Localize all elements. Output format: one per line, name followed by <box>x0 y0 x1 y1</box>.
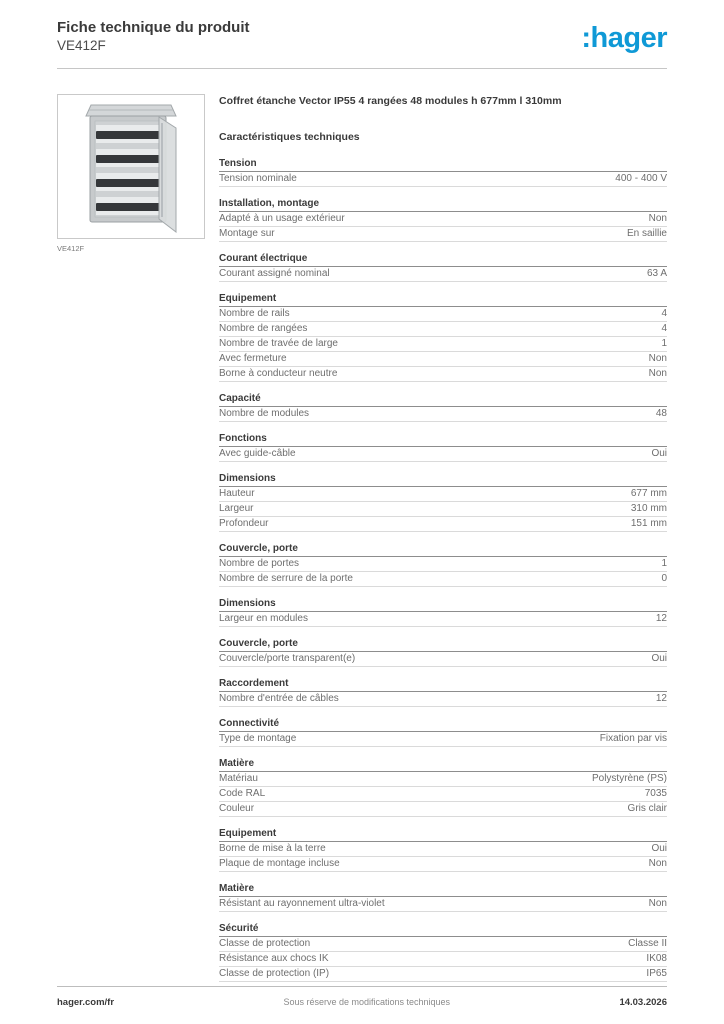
spec-label: Classe de protection <box>219 938 311 949</box>
spec-value: Oui <box>651 448 667 459</box>
spec-row <box>219 937 667 952</box>
spec-label: Nombre de portes <box>219 558 300 569</box>
spec-rows <box>219 652 667 667</box>
spec-row <box>219 772 667 787</box>
spec-value: En saillie <box>626 228 667 239</box>
spec-section-title: Equipement <box>219 827 667 842</box>
spec-section-title: Couvercle, porte <box>219 637 667 652</box>
spec-rows <box>219 172 667 187</box>
spec-row <box>219 732 667 747</box>
spec-section <box>219 472 667 532</box>
spec-value: Fixation par vis <box>599 733 667 744</box>
spec-label: Matériau <box>219 773 258 784</box>
spec-value: IP65 <box>646 968 667 979</box>
spec-value: 48 <box>655 408 667 419</box>
spec-rows <box>219 612 667 627</box>
spec-label: Nombre de serrure de la porte <box>219 573 353 584</box>
spec-section <box>219 757 667 817</box>
spec-value: Polystyrène (PS) <box>591 773 667 784</box>
product-reference: VE412F <box>57 38 106 53</box>
spec-rows <box>219 897 667 912</box>
spec-section <box>219 157 667 187</box>
spec-section <box>219 677 667 707</box>
spec-rows <box>219 937 667 982</box>
spec-label: Profondeur <box>219 518 269 529</box>
spec-value: Gris clair <box>627 803 667 814</box>
product-image <box>79 101 183 233</box>
spec-row <box>219 337 667 352</box>
footer-date: 14.03.2026 <box>619 997 667 1008</box>
spec-label: Nombre de rails <box>219 308 290 319</box>
spec-row <box>219 502 667 517</box>
page-footer <box>57 986 667 1008</box>
spec-value: Classe II <box>628 938 667 949</box>
spec-rows <box>219 772 667 817</box>
spec-row <box>219 487 667 502</box>
spec-row <box>219 322 667 337</box>
footer-disclaimer: Sous réserve de modifications techniques <box>283 997 451 1007</box>
spec-value: 4 <box>661 308 667 319</box>
spec-value: 12 <box>655 613 667 624</box>
spec-rows <box>219 487 667 532</box>
spec-row <box>219 212 667 227</box>
spec-label: Montage sur <box>219 228 275 239</box>
spec-row <box>219 967 667 982</box>
spec-label: Nombre de rangées <box>219 323 308 334</box>
spec-value: Non <box>648 213 667 224</box>
spec-value: 400 - 400 V <box>615 173 667 184</box>
spec-label: Type de montage <box>219 733 297 744</box>
spec-value: 310 mm <box>630 503 667 514</box>
spec-label: Résistant au rayonnement ultra-violet <box>219 898 385 909</box>
main-content <box>57 94 667 982</box>
spec-section <box>219 252 667 282</box>
spec-value: Non <box>648 858 667 869</box>
spec-section-title: Connectivité <box>219 717 667 732</box>
spec-value: Non <box>648 898 667 909</box>
spec-row <box>219 857 667 872</box>
spec-rows <box>219 842 667 872</box>
spec-label: Nombre de modules <box>219 408 310 419</box>
spec-row <box>219 692 667 707</box>
spec-value: 151 mm <box>630 518 667 529</box>
spec-row <box>219 952 667 967</box>
spec-row <box>219 652 667 667</box>
spec-section <box>219 432 667 462</box>
spec-row <box>219 612 667 627</box>
spec-label: Avec guide-câble <box>219 448 296 459</box>
spec-section <box>219 392 667 422</box>
product-image-frame <box>57 94 205 239</box>
spec-section-title: Capacité <box>219 392 667 407</box>
hager-logo: :hager <box>581 22 667 54</box>
spec-label: Couleur <box>219 803 255 814</box>
spec-row <box>219 367 667 382</box>
specs-column <box>219 94 667 982</box>
footer-website-link[interactable]: hager.com/fr <box>57 997 115 1008</box>
product-description: Coffret étanche Vector IP55 4 rangées 48 modules h 677mm l 310mm <box>219 95 562 107</box>
spec-row <box>219 787 667 802</box>
spec-value: 12 <box>655 693 667 704</box>
spec-section <box>219 922 667 982</box>
spec-row <box>219 267 667 282</box>
spec-label: Code RAL <box>219 788 266 799</box>
spec-value: 4 <box>661 323 667 334</box>
spec-value: Oui <box>651 653 667 664</box>
spec-section-title: Sécurité <box>219 922 667 937</box>
spec-row <box>219 842 667 857</box>
spec-section <box>219 637 667 667</box>
page-header <box>57 18 667 56</box>
spec-label: Nombre d'entrée de câbles <box>219 693 339 704</box>
spec-section-title: Equipement <box>219 292 667 307</box>
spec-label: Classe de protection (IP) <box>219 968 330 979</box>
spec-rows <box>219 692 667 707</box>
page-title: Fiche technique du produit <box>57 19 250 36</box>
spec-section <box>219 717 667 747</box>
spec-label: Largeur en modules <box>219 613 308 624</box>
spec-label: Plaque de montage incluse <box>219 858 340 869</box>
product-image-column <box>57 94 205 982</box>
spec-label: Tension nominale <box>219 173 297 184</box>
spec-rows <box>219 407 667 422</box>
spec-row <box>219 172 667 187</box>
spec-rows <box>219 307 667 382</box>
spec-value: IK08 <box>646 953 667 964</box>
spec-value: 1 <box>661 558 667 569</box>
spec-rows <box>219 557 667 587</box>
spec-sections <box>219 157 667 982</box>
spec-label: Couvercle/porte transparent(e) <box>219 653 356 664</box>
spec-value: Non <box>648 353 667 364</box>
spec-section-title: Matière <box>219 757 667 772</box>
spec-section <box>219 882 667 912</box>
spec-row <box>219 517 667 532</box>
spec-label: Courant assigné nominal <box>219 268 330 279</box>
specs-title: Caractéristiques techniques <box>219 131 360 143</box>
spec-section <box>219 197 667 242</box>
spec-row <box>219 352 667 367</box>
spec-value: 0 <box>661 573 667 584</box>
spec-section <box>219 542 667 587</box>
spec-row <box>219 227 667 242</box>
spec-value: 677 mm <box>630 488 667 499</box>
spec-row <box>219 572 667 587</box>
spec-row <box>219 802 667 817</box>
spec-label: Largeur <box>219 503 254 514</box>
spec-section <box>219 292 667 382</box>
spec-section-title: Tension <box>219 157 667 172</box>
spec-value: Non <box>648 368 667 379</box>
spec-section-title: Dimensions <box>219 597 667 612</box>
spec-value: 1 <box>661 338 667 349</box>
header-divider <box>57 68 667 69</box>
spec-label: Borne à conducteur neutre <box>219 368 338 379</box>
spec-label: Adapté à un usage extérieur <box>219 213 345 224</box>
spec-section-title: Matière <box>219 882 667 897</box>
spec-label: Résistance aux chocs IK <box>219 953 329 964</box>
spec-rows <box>219 212 667 242</box>
spec-row <box>219 447 667 462</box>
spec-row <box>219 307 667 322</box>
spec-value: 7035 <box>644 788 667 799</box>
spec-section-title: Dimensions <box>219 472 667 487</box>
product-image-caption: VE412F <box>57 244 85 253</box>
spec-rows <box>219 732 667 747</box>
spec-value: 63 A <box>646 268 667 279</box>
spec-section-title: Installation, montage <box>219 197 667 212</box>
spec-section-title: Fonctions <box>219 432 667 447</box>
spec-section <box>219 597 667 627</box>
spec-section-title: Courant électrique <box>219 252 667 267</box>
spec-rows <box>219 447 667 462</box>
spec-rows <box>219 267 667 282</box>
spec-row <box>219 407 667 422</box>
spec-section <box>219 827 667 872</box>
spec-section-title: Raccordement <box>219 677 667 692</box>
spec-label: Borne de mise à la terre <box>219 843 326 854</box>
spec-value: Oui <box>651 843 667 854</box>
header-titles <box>57 18 250 54</box>
spec-section-title: Couvercle, porte <box>219 542 667 557</box>
spec-label: Avec fermeture <box>219 353 287 364</box>
spec-row <box>219 897 667 912</box>
spec-row <box>219 557 667 572</box>
spec-label: Hauteur <box>219 488 255 499</box>
spec-label: Nombre de travée de large <box>219 338 338 349</box>
